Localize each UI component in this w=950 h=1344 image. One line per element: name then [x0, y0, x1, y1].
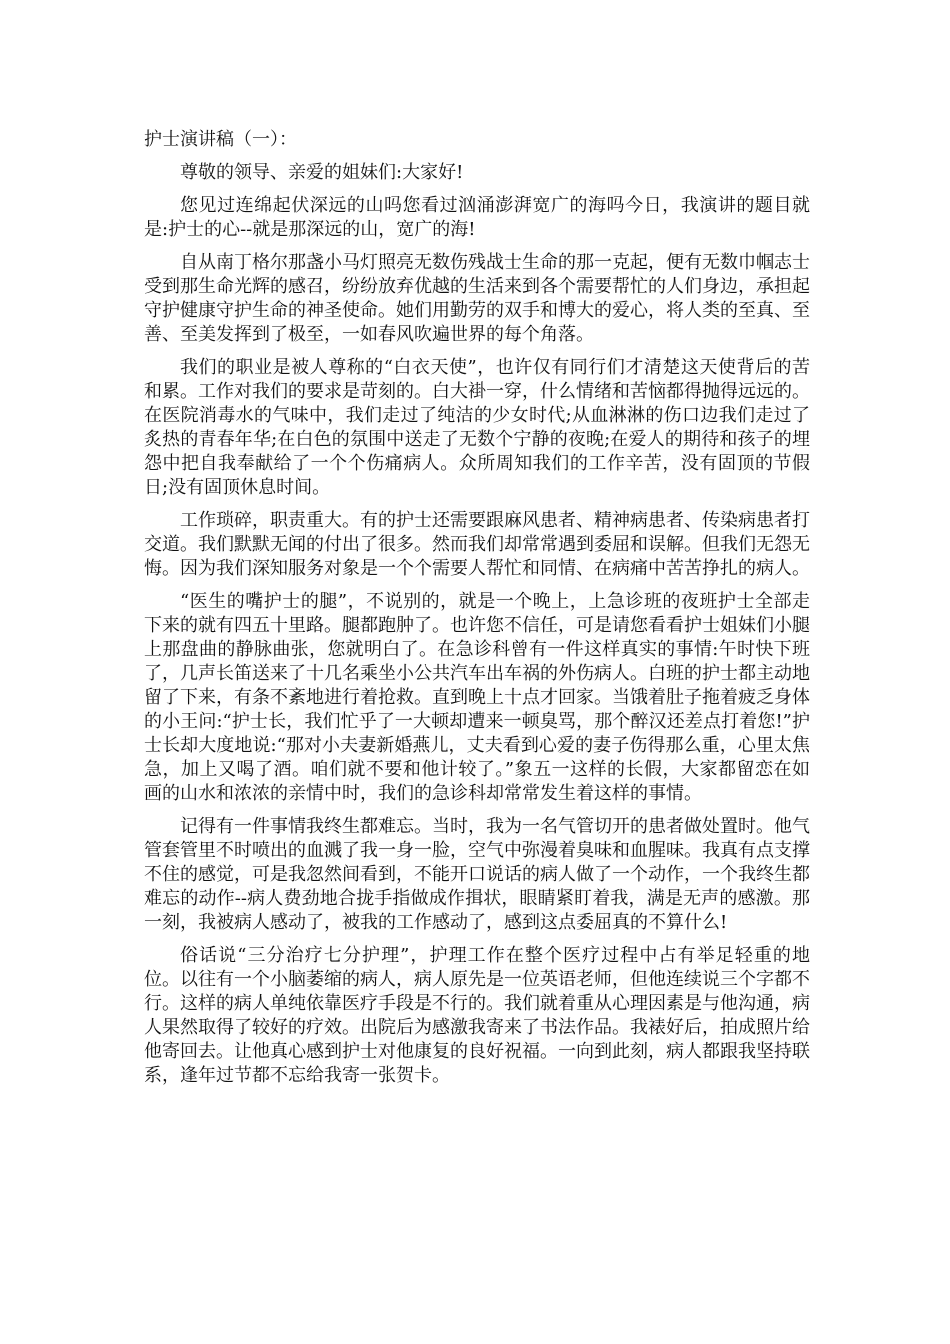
- paragraph-6: “医生的嘴护士的腿”，不说别的，就是一个晚上，上急诊班的夜班护士全部走下来的就有四五十里路。腿都跑肿了。也许您不信任，可是请您看看护士姐妹们小腿上那盘曲的静脉曲张，您就明白了。在急诊科曾有一件这样真实的事情:午时快下班了，几声长笛送来了十几名乘坐小公共汽车出车祸的外伤病人。白班的护士都主动地留了下来，有条不紊地进行着抢救。直到晚上十点才回家。当饿着肚子拖着疲乏身体的小王问:“护士长，我们忙乎了一大顿却遭来一顿臭骂，那个醉汉还差点打着您!”护士长却大度地说:“那对小夫妻新婚燕儿，丈夫看到心爱的妻子伤得那么重，心里太焦急，加上又喝了酒。咱们就不要和他计较了。”象五一这样的长假，大家都留恋在如画的山水和浓浓的亲情中时，我们的急诊科却常常发生着这样的事情。: [144, 591, 810, 804]
- paragraph-8: 俗话说“三分治疗七分护理”，护理工作在整个医疗过程中占有举足轻重的地位。以往有一个小脑萎缩的病人，病人原先是一位英语老师，但他连续说三个字都不行。这样的病人单纯依靠医疗手段是不行的。我们就着重从心理因素是与他沟通，病人果然取得了较好的疗效。出院后为感激我寄来了书法作品。我裱好后，拍成照片给他寄回去。让他真心感到护士对他康复的良好祝福。一向到此刻，病人都跟我坚持联系，逢年过节都不忘给我寄一张贺卡。: [144, 945, 810, 1086]
- paragraph-5: 工作琐碎，职责重大。有的护士还需要跟麻风患者、精神病患者、传染病患者打交道。我们默默无闻的付出了很多。然而我们却常常遇到委屈和误解。但我们无怨无悔。因为我们深知服务对象是一个个需要人帮忙和同情、在病痛中苦苦挣扎的病人。: [144, 510, 810, 579]
- paragraph-2: 您见过连绵起伏深远的山吗您看过汹涌澎湃宽广的海吗今日，我演讲的题目就是:护士的心--就是那深远的山，宽广的海!: [144, 195, 810, 240]
- paragraph-4: 我们的职业是被人尊称的“白衣天使”，也许仅有同行们才清楚这天使背后的苦和累。工作对我们的要求是苛刻的。白大褂一穿，什么情绪和苦恼都得抛得远远的。在医院消毒水的气味中，我们走过了纯洁的少女时代;从血淋淋的伤口边我们走过了炙热的青春年华;在白色的氛围中送走了无数个宁静的夜晚;在爱人的期待和孩子的埋怨中把自我奉献给了一个个伤痛病人。众所周知我们的工作辛苦，没有固顶的节假日;没有固顶休息时间。: [144, 357, 810, 498]
- paragraph-7: 记得有一件事情我终生都难忘。当时，我为一名气管切开的患者做处置时。他气管套管里不时喷出的血溅了我一身一脸，空气中弥漫着臭味和血腥味。我真有点支撑不住的感觉，可是我忽然间看到，不能开口说话的病人做了一个动作，一个我终生都难忘的动作--病人费劲地合拢手指做成作揖状，眼睛紧盯着我，满是无声的感激。那一刻，我被病人感动了，被我的工作感动了，感到这点委屈真的不算什么!: [144, 816, 810, 933]
- document-body: [144, 128, 810, 1097]
- paragraph-3: 自从南丁格尔那盏小马灯照亮无数伤残战士生命的那一克起，便有无数巾帼志士受到那生命光辉的感召，纷纷放弃优越的生活来到各个需要帮忙的人们身边，承担起守护健康守护生命的神圣使命。她们用勤劳的双手和博大的爱心，将人类的至真、至善、至美发挥到了极至，一如春风吹遍世界的每个角落。: [144, 252, 810, 345]
- document-title: 护士演讲稿（一）：: [144, 129, 297, 150]
- paragraph-1: 尊敬的领导、亲爱的姐妹们:大家好!: [180, 162, 464, 183]
